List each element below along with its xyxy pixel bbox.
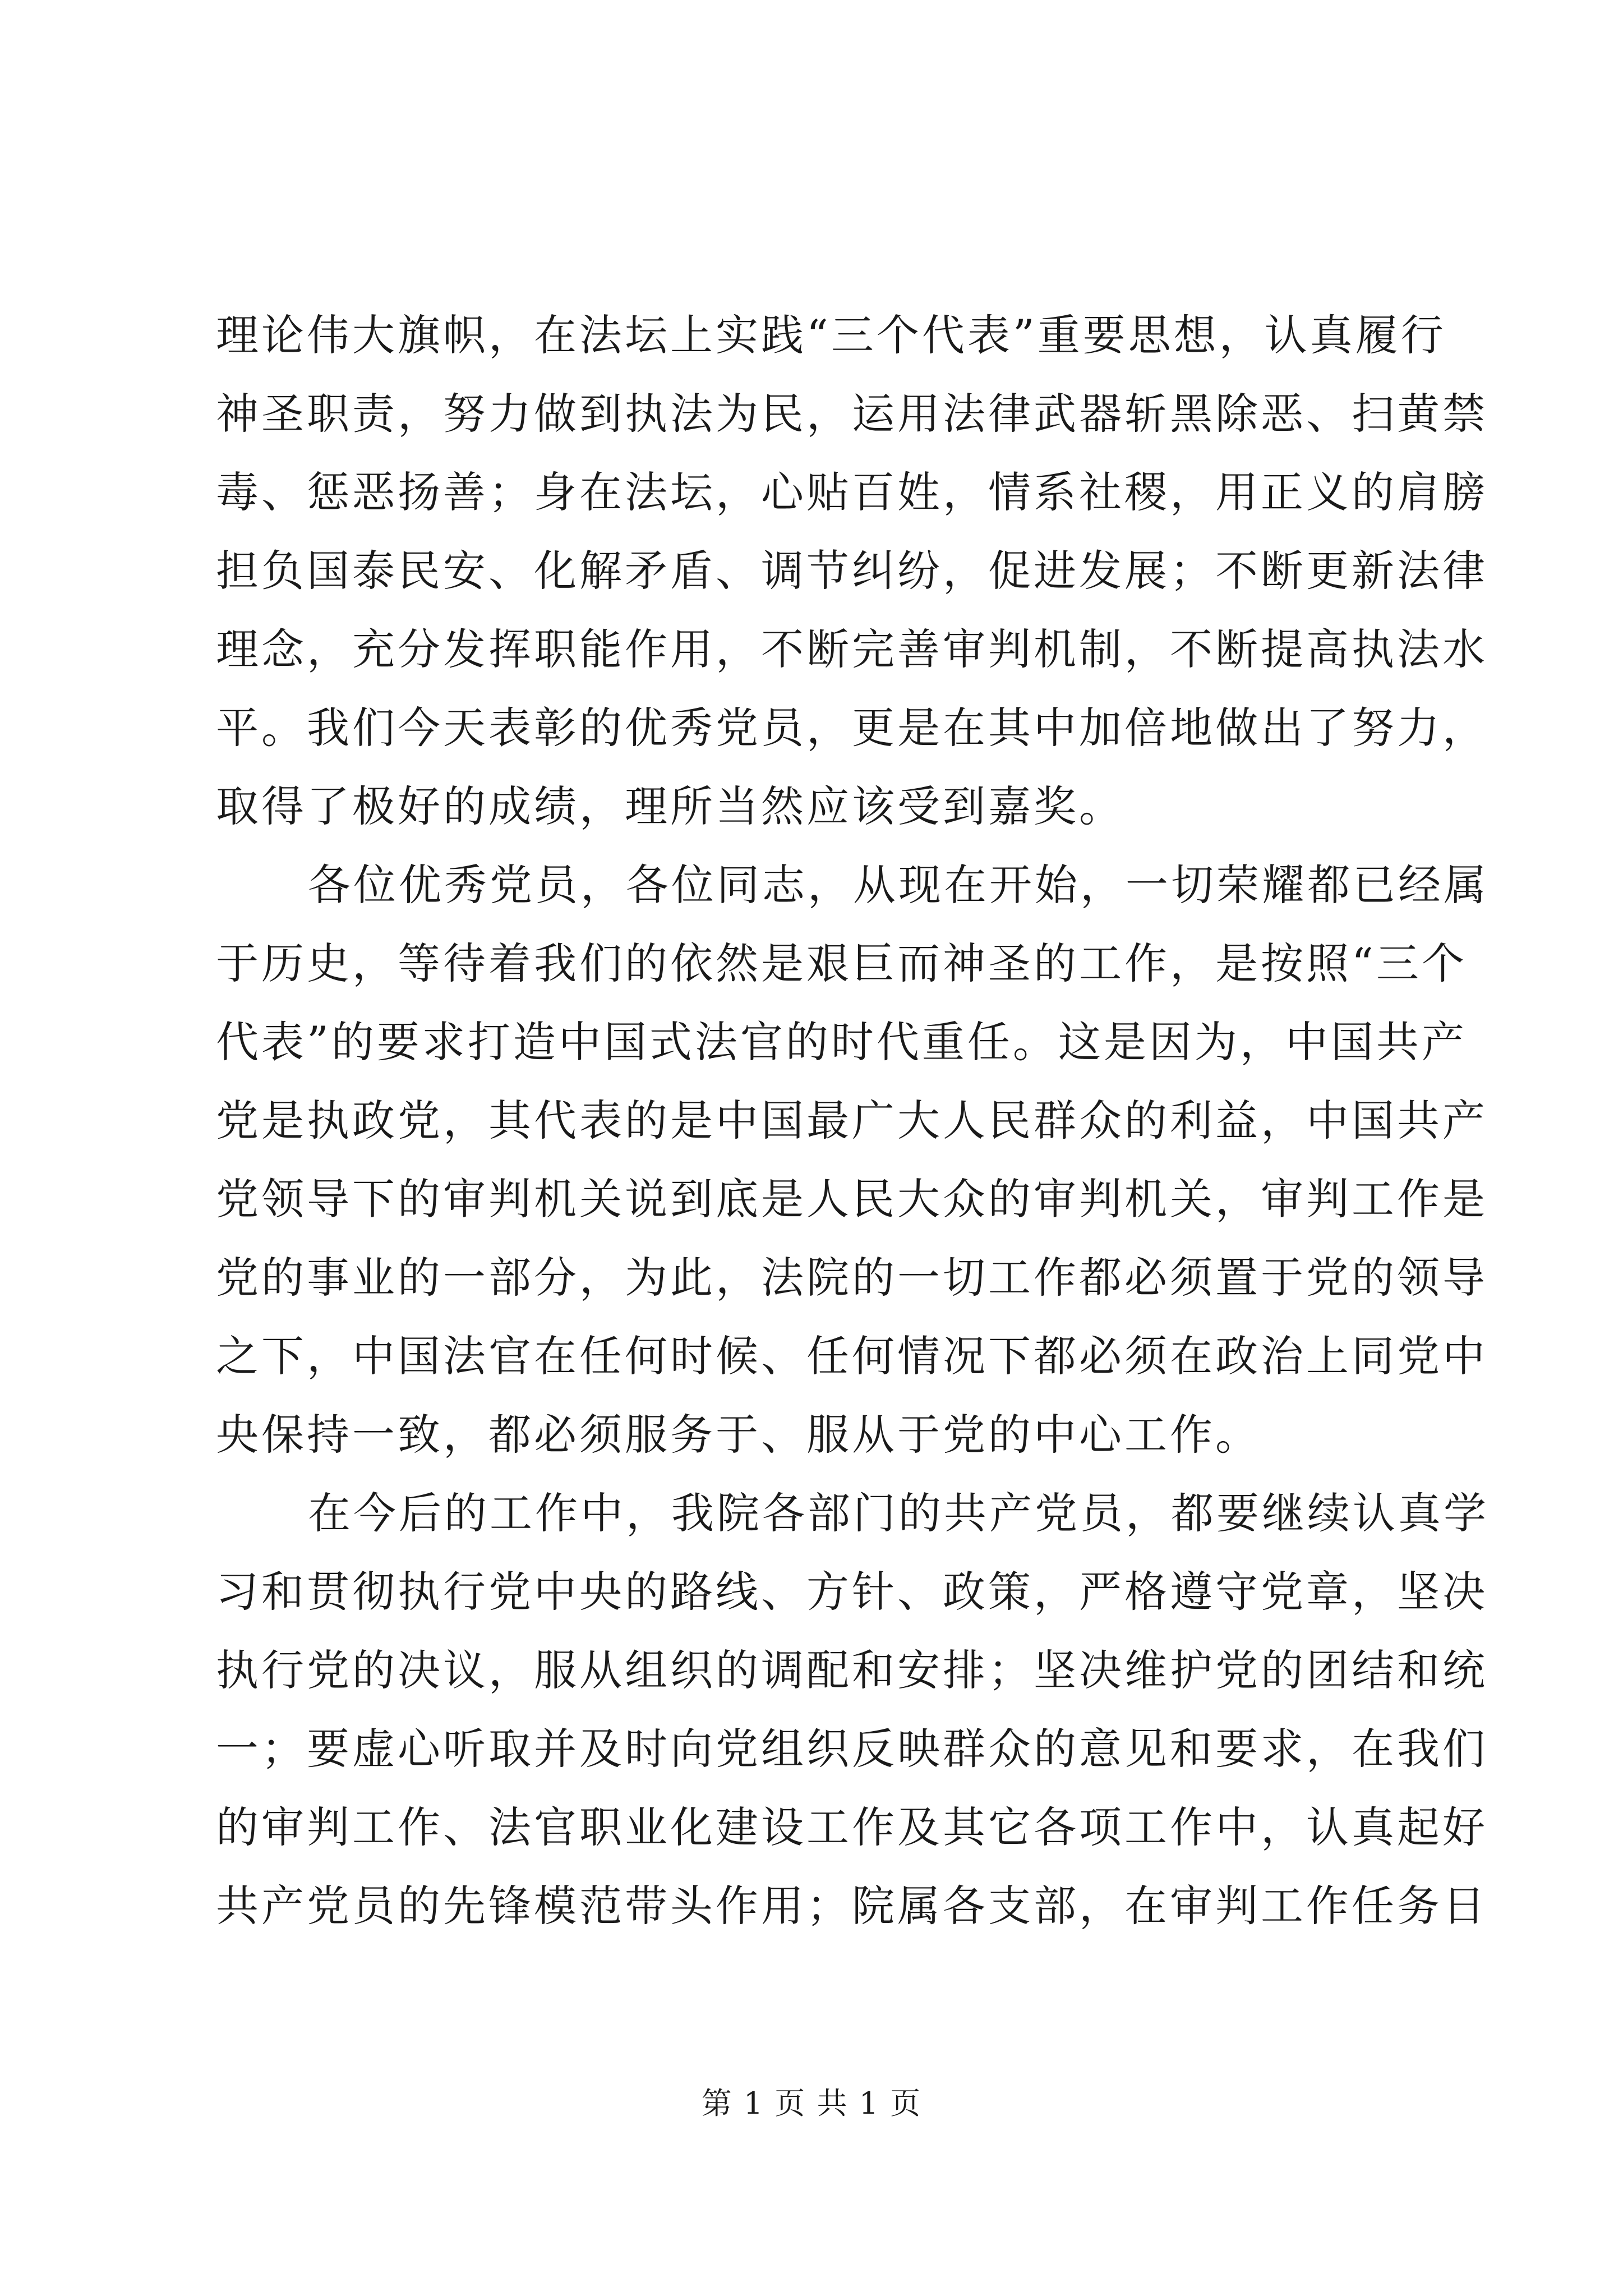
text-line: 取得了极好的成绩，理所当然应该受到嘉奖。 bbox=[216, 781, 1124, 831]
text-line: 理论伟大旗帜，在法坛上实践“三个代表”重要思想，认真履行 bbox=[216, 310, 1446, 360]
page-number-footer: 第 1 页 共 1 页 bbox=[701, 2086, 922, 2121]
body-text bbox=[216, 296, 1489, 1945]
text-line: 的审判工作、法官职业化建设工作及其它各项工作中，认真起好 bbox=[216, 1802, 1488, 1852]
paragraph-first-line: 各位优秀党员，各位同志，从现在开始，一切荣耀都已经属 bbox=[308, 860, 1489, 910]
text-line: 担负国泰民安、化解矛盾、调节纠纷，促进发展；不断更新法律 bbox=[216, 546, 1488, 596]
paragraph-first-line: 在今后的工作中，我院各部门的共产党员，都要继续认真学 bbox=[308, 1488, 1489, 1538]
text-line: 毒、惩恶扬善；身在法坛，心贴百姓，情系社稷，用正义的肩膀 bbox=[216, 467, 1488, 517]
text-line: 习和贯彻执行党中央的路线、方针、政策，严格遵守党章，坚决 bbox=[216, 1567, 1488, 1617]
text-line: 共产党员的先锋模范带头作用；院属各支部，在审判工作任务日 bbox=[216, 1881, 1488, 1931]
text-line: 理念，充分发挥职能作用，不断完善审判机制，不断提高执法水 bbox=[216, 624, 1488, 674]
text-line: 于历史，等待着我们的依然是艰巨而神圣的工作，是按照“三个 bbox=[216, 938, 1467, 988]
text-line: 神圣职责，努力做到执法为民，运用法律武器斩黑除恶、扫黄禁 bbox=[216, 389, 1488, 439]
text-line: 之下，中国法官在任何时候、任何情况下都必须在政治上同党中 bbox=[216, 1331, 1488, 1381]
text-line: 党领导下的审判机关说到底是人民大众的审判机关，审判工作是 bbox=[216, 1174, 1488, 1224]
text-line: 代表”的要求打造中国式法官的时代重任。这是因为，中国共产 bbox=[216, 1017, 1467, 1067]
text-line: 央保持一致，都必须服务于、服从于党的中心工作。 bbox=[216, 1410, 1261, 1460]
text-line: 一；要虚心听取并及时向党组织反映群众的意见和要求，在我们 bbox=[216, 1724, 1488, 1774]
text-line: 平。我们今天表彰的优秀党员，更是在其中加倍地做出了努力， bbox=[216, 703, 1488, 753]
text-line: 党的事业的一部分，为此，法院的一切工作都必须置于党的领导 bbox=[216, 1253, 1488, 1303]
text-line: 党是执政党，其代表的是中国最广大人民群众的利益，中国共产 bbox=[216, 1096, 1488, 1145]
text-line: 执行党的决议，服从组织的调配和安排；坚决维护党的团结和统 bbox=[216, 1645, 1488, 1695]
